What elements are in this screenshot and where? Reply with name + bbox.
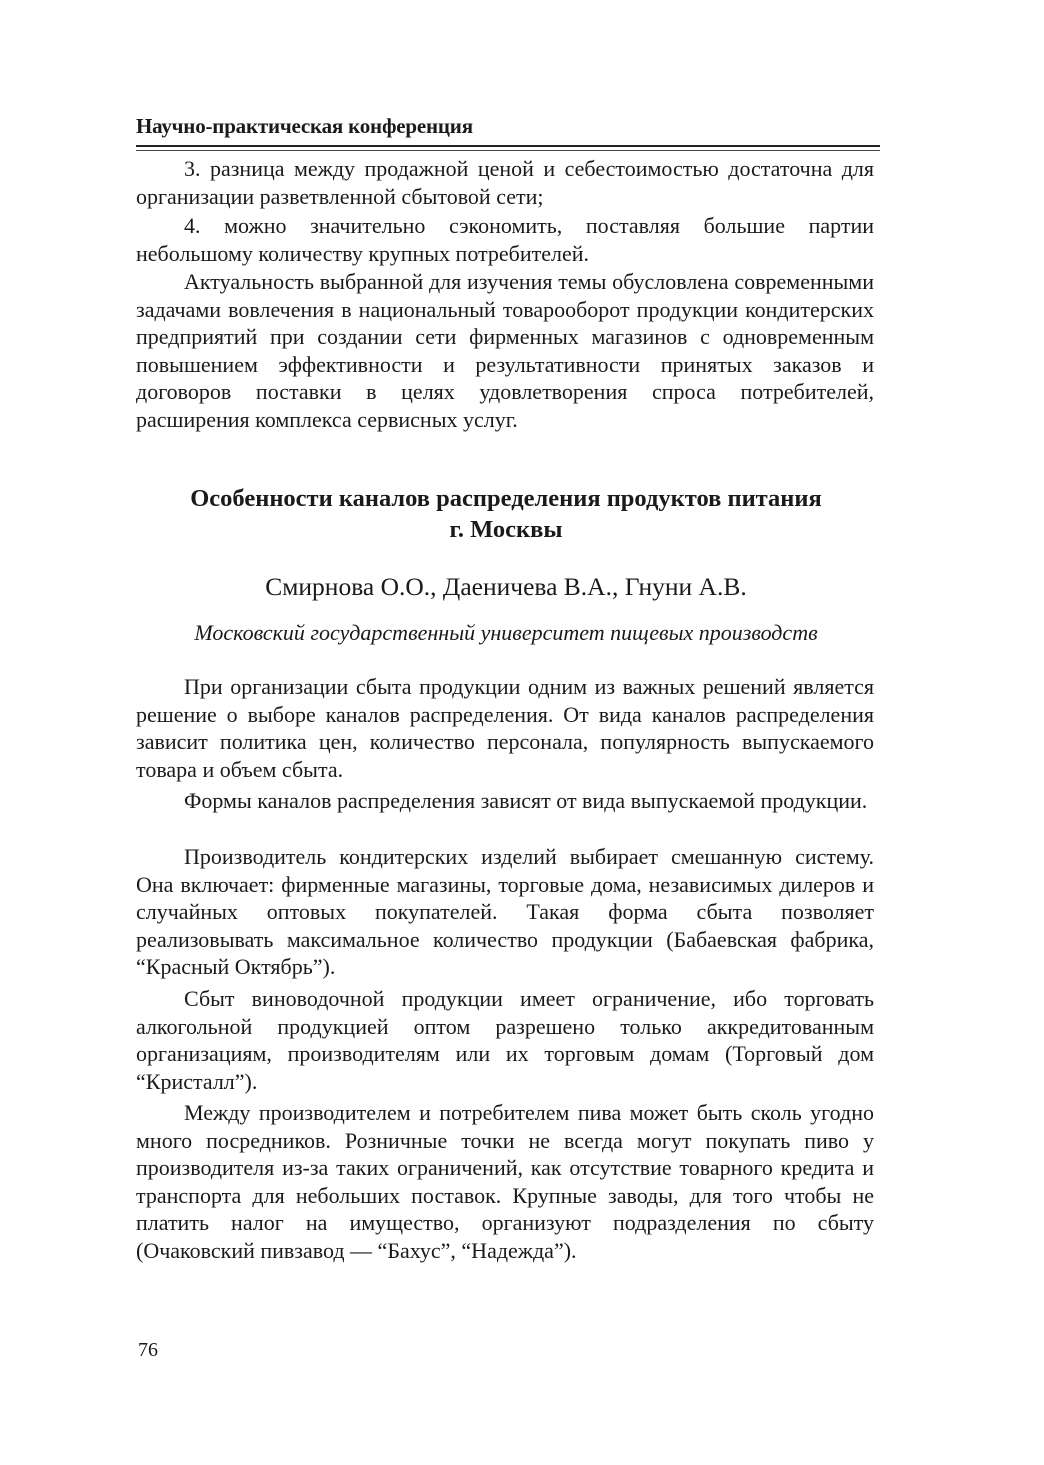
article-title	[136, 483, 876, 545]
header-rule-thin	[136, 150, 880, 151]
article-paragraph-5: Между производителем и потребителем пива может быть сколь угодно много посредников. Розничные точки не всегда могут покупать пиво у производителя из-за таких ограничений, как отсутствие товарного кредита и транспорта для небольших поставок. Крупные заводы, для того чтобы не платить налог на имущество, организуют подразделения по сбыту (Очаковский пивзавод — “Бахус”, “Надежда”).	[136, 1100, 874, 1263]
article-paragraph-1: При организации сбыта продукции одним из важных решений является решение о выборе каналов распределения. От вида каналов распределения зависит политика цен, количество персонала, популярность выпускаемого товара и объем сбыта.	[136, 674, 874, 782]
article-affiliation: Московский государственный университет пищевых производств	[194, 620, 818, 645]
article-paragraph-3: Производитель кондитерских изделий выбирает смешанную систему. Она включает: фирменные магазины, торговые дома, независимых дилеров и случайных оптовых покупателей. Такая форма сбыта позволяет реализовывать максимальное количество продукции (Бабаевская фабрика, “Красный Октябрь”).	[136, 844, 874, 980]
article-authors: Смирнова О.О., Даеничева В.А., Гнуни А.В.	[265, 572, 747, 601]
article-title-line-1: Особенности каналов распределения продуктов питания	[190, 485, 822, 512]
page-number: 76	[138, 1339, 158, 1361]
previous-article-paragraph-3: Актуальность выбранной для изучения темы обусловлена современными задачами вовлечения в национальный товарооборот продукции кондитерских предприятий при создании сети фирменных магазинов с одновременным повышением эффективности и результативности принятых заказов и договоров поставки в целях удовлетворения спроса потребителей, расширения комплекса сервисных услуг.	[136, 269, 874, 432]
previous-article-paragraph-1: 3. разница между продажной ценой и себестоимостью достаточна для организации разветвленной сбытовой сети;	[136, 156, 874, 209]
article-paragraph-4: Сбыт виноводочной продукции имеет ограничение, ибо торговать алкогольной продукцией оптом разрешено только аккредитованным организациям, производителям или их торговым домам (Торговый дом “Кристалл”).	[136, 986, 874, 1094]
header-rule	[136, 145, 880, 147]
article-title-line-2: г. Москвы	[449, 516, 563, 543]
previous-article-paragraph-2: 4. можно значительно сэкономить, поставляя большие партии небольшому количеству крупных потребителей.	[136, 213, 874, 266]
running-header: Научно-практическая конференция	[136, 114, 473, 138]
article-paragraph-2: Формы каналов распределения зависят от вида выпускаемой продукции.	[184, 788, 868, 813]
